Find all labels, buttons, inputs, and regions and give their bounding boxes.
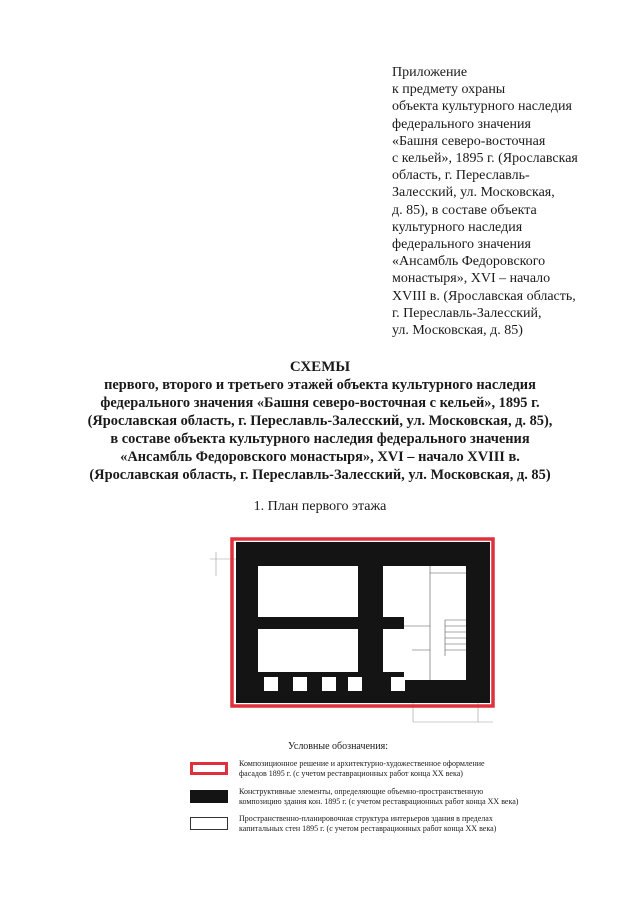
annex-note	[392, 64, 624, 339]
legend-swatch-red	[190, 762, 228, 775]
title-line: в составе объекта культурного наследия федерального значения	[110, 431, 530, 447]
legend-heading: Условные обозначения:	[288, 741, 389, 752]
annex-line: федерального значения	[392, 237, 531, 253]
annex-line: Приложение	[392, 65, 468, 80]
document-title	[0, 358, 640, 484]
annex-line: культурного наследия	[392, 219, 523, 235]
legend-swatch-white	[190, 817, 228, 830]
annex-line: г. Переславль-Залесский,	[392, 305, 542, 321]
annex-line: к предмету охраны	[392, 82, 506, 98]
legend-text: композицию здания кон. 1895 г. (с учетом реставрационных работ конца XX века)	[239, 797, 519, 806]
legend-swatch-black	[190, 790, 228, 803]
plan-subtitle: 1. План первого этажа	[253, 499, 387, 514]
annex-line: с кельей», 1895 г. (Ярославская	[392, 151, 578, 167]
legend-item-facade	[190, 759, 550, 783]
legend-text: фасадов 1895 г. (с учетом реставрационных работ конца XX века)	[239, 769, 463, 778]
legend-text: Композиционное решение и архитектурно-художественное оформление	[239, 759, 485, 768]
annex-line: XVIII в. (Ярославская область,	[392, 288, 576, 304]
title-line: (Ярославская область, г. Переславль-Залесский, ул. Московская, д. 85)	[89, 467, 551, 483]
title-line: «Ансамбль Федоровского монастыря», XVI – начало XVIII в.	[120, 449, 520, 465]
interior-details	[404, 566, 466, 680]
title-main: СХЕМЫ	[289, 359, 351, 375]
annex-line: ул. Московская, д. 85)	[392, 323, 523, 339]
legend-item-structure	[190, 787, 550, 811]
annex-line: объекта культурного наследия	[392, 99, 572, 115]
title-line: первого, второго и третьего этажей объекта культурного наследия	[104, 377, 536, 393]
legend-item-interior	[190, 814, 550, 838]
annex-line: Залесский, ул. Московская,	[392, 185, 555, 201]
title-line: федерального значения «Башня северо-восточная с кельей», 1895 г.	[100, 395, 540, 411]
annex-line: «Башня северо-восточная	[392, 133, 546, 149]
annex-line: «Ансамбль Федоровского	[392, 254, 546, 270]
first-floor-plan	[208, 530, 508, 730]
title-line: (Ярославская область, г. Переславль-Залесский, ул. Московская, д. 85),	[87, 413, 553, 429]
annex-line: область, г. Переславль-	[392, 168, 530, 184]
annex-line: монастыря», XVI – начало	[392, 271, 551, 287]
legend-text: Конструктивные элементы, определяющие объемно-пространственную	[239, 787, 484, 796]
annex-line: федерального значения	[392, 116, 531, 132]
legend-text: капитальных стен 1895 г. (с учетом реставрационных работ конца XX века)	[239, 824, 497, 833]
annex-line: д. 85), в составе объекта	[392, 202, 537, 218]
legend-text: Пространственно-планировочная структура интерьеров здания в пределах	[239, 814, 493, 823]
